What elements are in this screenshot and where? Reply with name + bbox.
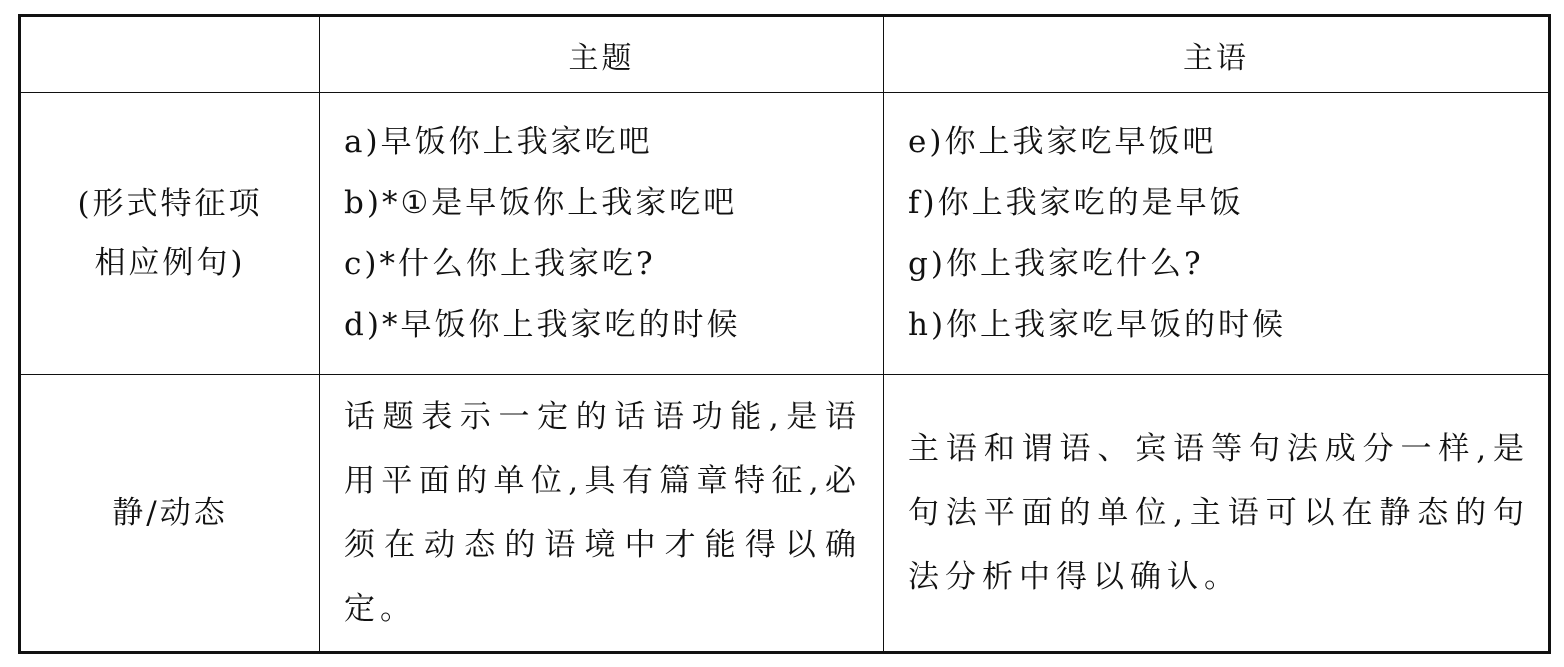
form-features-row: [21, 93, 1549, 375]
topic-subject-comparison-table: [20, 16, 1549, 652]
header-row: [21, 17, 1549, 93]
header-subject: 主语: [884, 17, 1549, 93]
topic-example-a: a)早饭你上我家吃吧: [344, 123, 653, 160]
comparison-table-frame: [18, 14, 1551, 654]
static-dynamic-row: [21, 375, 1549, 652]
subject-example-g: g)你上我家吃什么?: [908, 245, 1204, 282]
subject-description: 主语和谓语、宾语等句法成分一样,是句法平面的单位,主语可以在静态的句法分析中得以确认。: [884, 375, 1549, 652]
topic-description: 话题表示一定的话语功能,是语用平面的单位,具有篇章特征,必须在动态的语境中才能得以确定。: [320, 375, 884, 652]
topic-example-c: c)*什么你上我家吃?: [344, 245, 656, 282]
topic-example-d: d)*早饭你上我家吃的时候: [344, 306, 741, 343]
header-topic: 主题: [320, 17, 884, 93]
subject-example-e: e)你上我家吃早饭吧: [908, 123, 1217, 160]
form-features-label-line2: 相应例句): [94, 244, 246, 281]
header-blank-cell: [21, 17, 320, 93]
topic-examples-cell: [320, 93, 884, 375]
form-features-label: [21, 93, 320, 375]
subject-example-h: h)你上我家吃早饭的时候: [908, 306, 1287, 343]
static-dynamic-label: 静/动态: [21, 375, 320, 652]
subject-example-f: f)你上我家吃的是早饭: [908, 184, 1244, 221]
form-features-label-line1: (形式特征项: [77, 185, 263, 222]
topic-example-b: b)*①是早饭你上我家吃吧: [344, 184, 738, 221]
subject-examples-cell: [884, 93, 1549, 375]
